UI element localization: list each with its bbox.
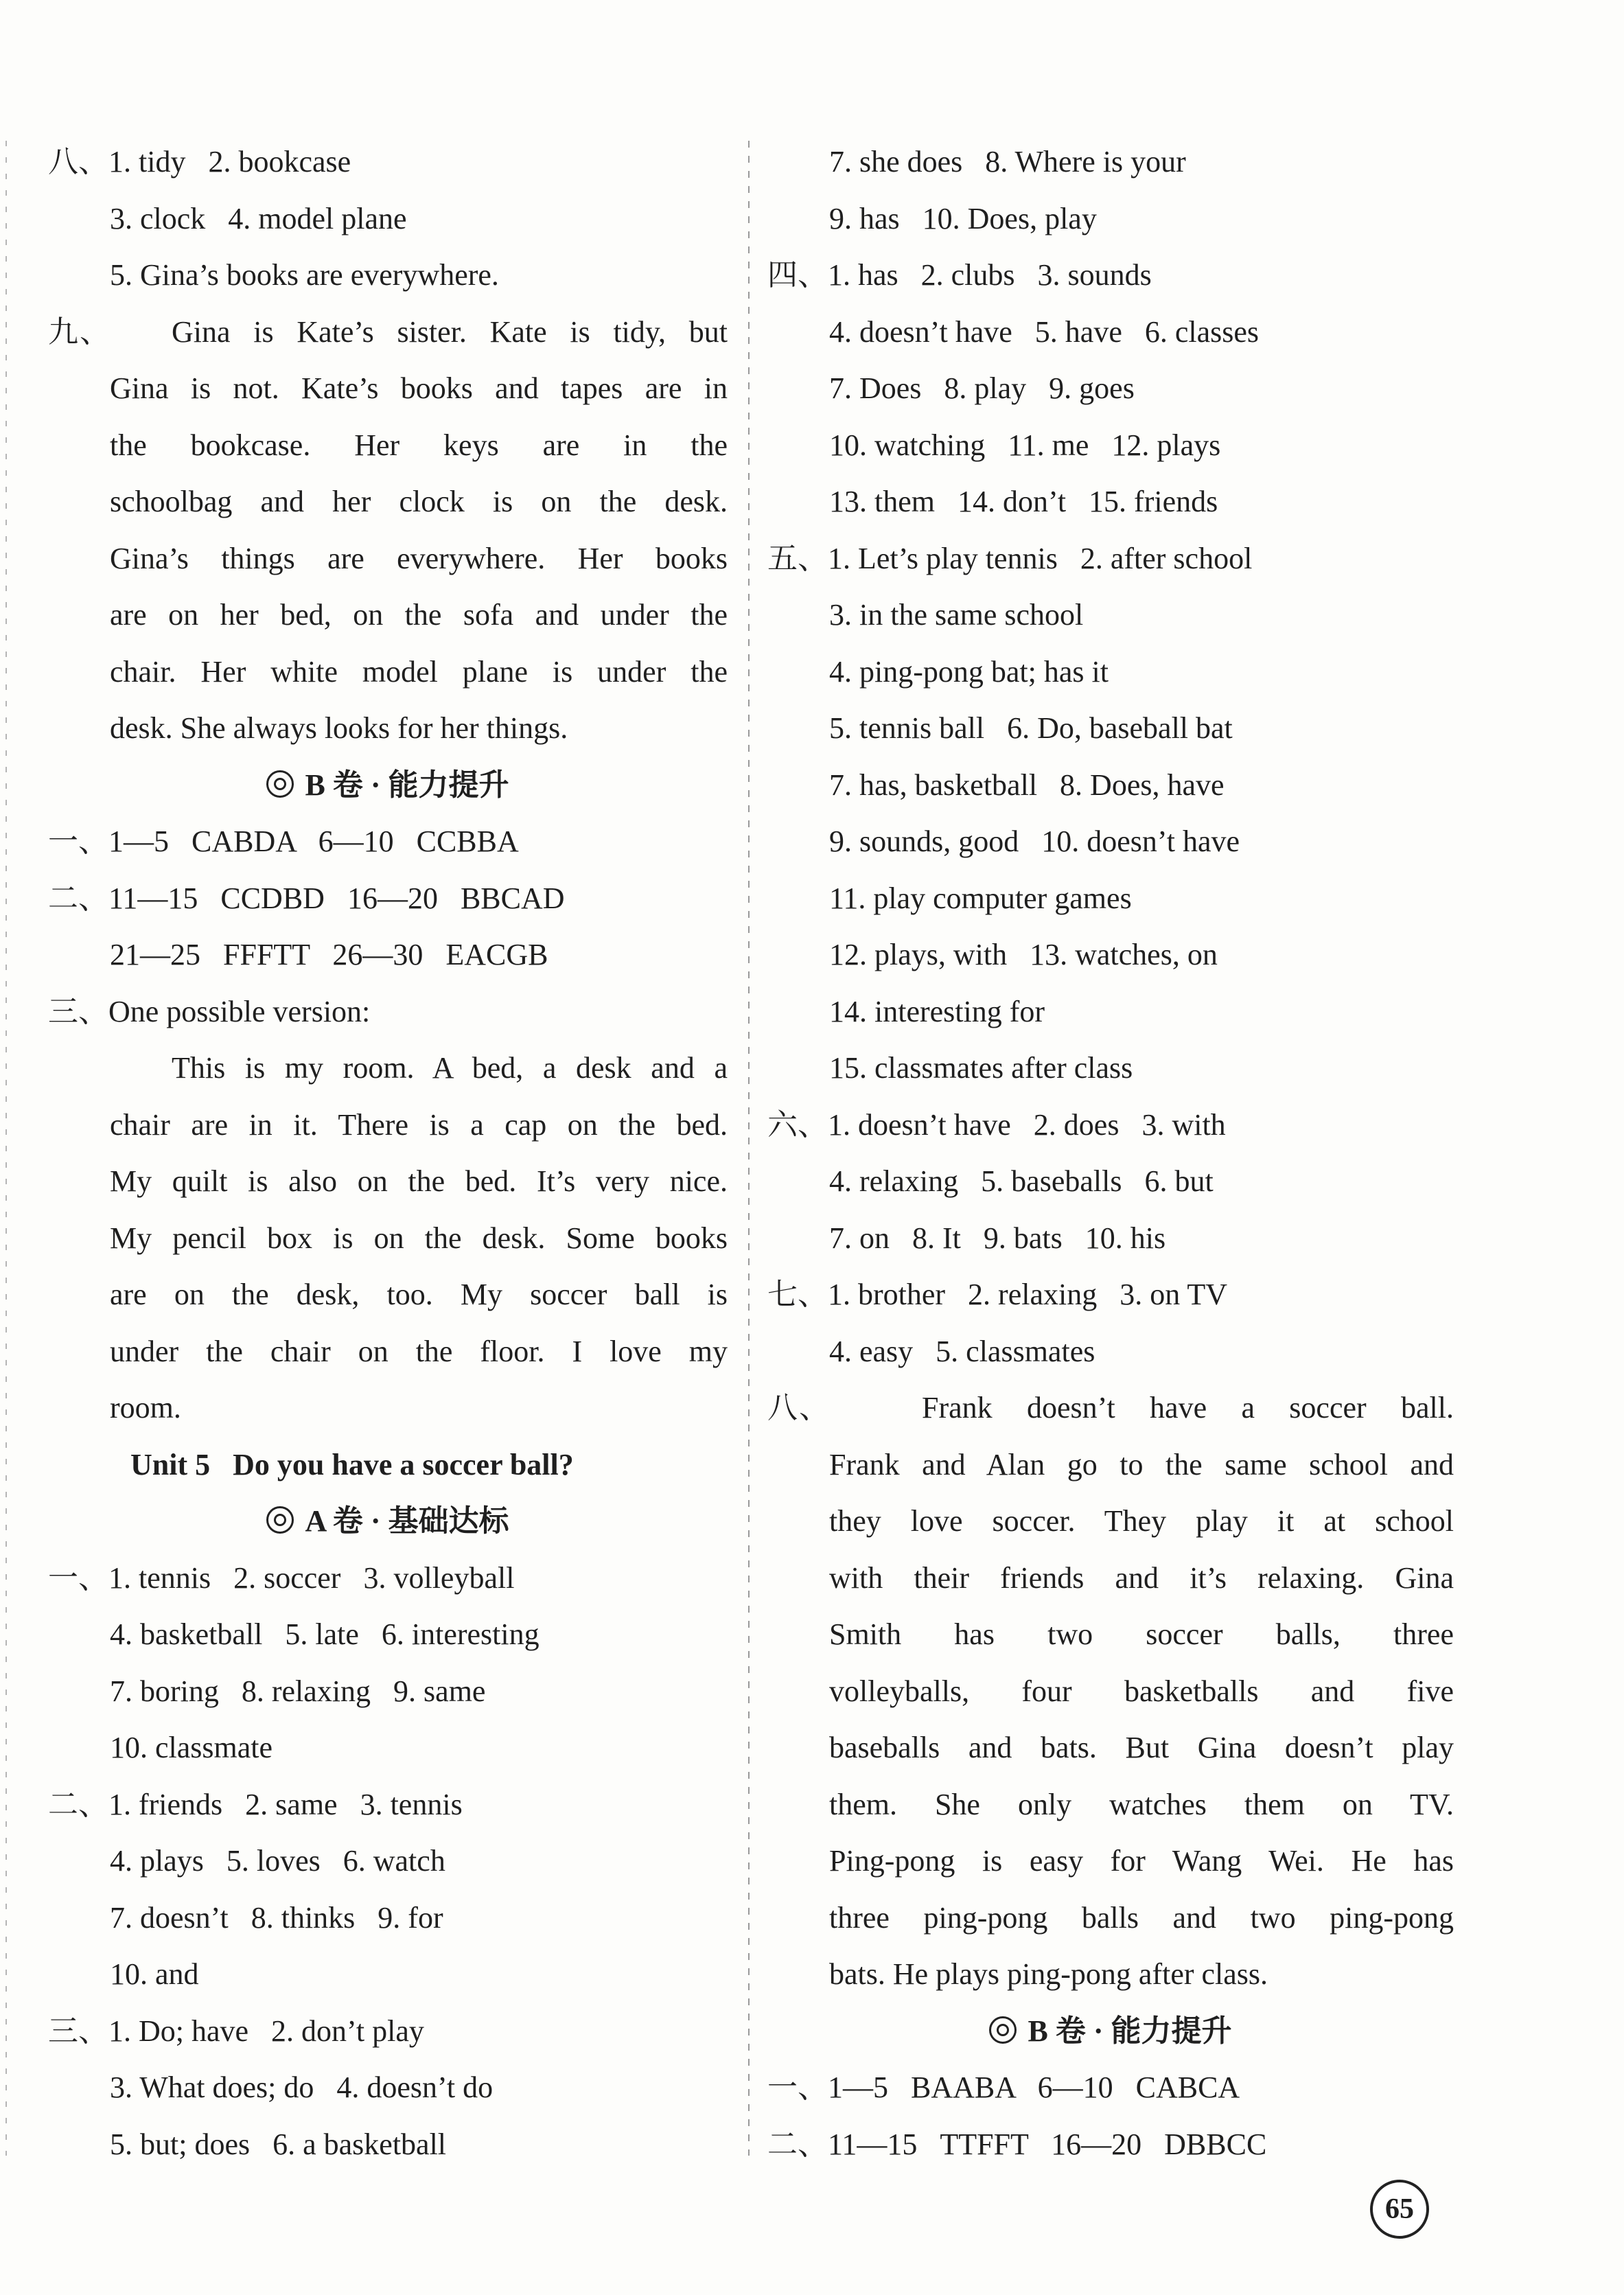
essay-line: them. She only watches them on TV. (829, 1787, 1454, 1821)
answer-line: 3. clock 4. model plane (110, 201, 407, 235)
essay-line: room. (110, 1391, 181, 1425)
answer-line: 三、1. Do; have 2. don’t play (48, 2014, 424, 2048)
answer-line: 四、1. has 2. clubs 3. sounds (767, 258, 1152, 292)
answer-line: 21—25 FFFTT 26—30 EACGB (110, 938, 548, 971)
essay-line: under the chair on the floor. I love my (110, 1334, 728, 1368)
answer-line: 11. play computer games (829, 881, 1132, 915)
answer-line: 10. and (110, 1957, 199, 1991)
essay-line: volleyballs, four basketballs and five (829, 1674, 1454, 1708)
essay-line: Smith has two soccer balls, three (829, 1617, 1454, 1651)
left-column (48, 134, 728, 2173)
answer-line: 八、1. tidy 2. bookcase (48, 145, 351, 178)
essay-line: 九、 Gina is Kate’s sister. Kate is tidy, but (48, 314, 728, 349)
answer-line: 4. relaxing 5. baseballs 6. but (829, 1164, 1214, 1198)
bullseye-icon (266, 770, 294, 798)
answer-line: 7. on 8. It 9. bats 10. his (829, 1221, 1166, 1255)
left-edge-perforation (5, 141, 7, 2156)
answer-line: 4. easy 5. classmates (829, 1334, 1095, 1368)
answer-line: 二、11—15 CCDBD 16—20 BBCAD (48, 881, 565, 915)
essay-line: This is my room. A bed, a desk and a (172, 1051, 728, 1085)
answer-line: 六、1. doesn’t have 2. does 3. with (767, 1107, 1226, 1142)
answer-line: 9. has 10. Does, play (829, 201, 1097, 235)
answer-line: 一、1. tennis 2. soccer 3. volleyball (48, 1560, 515, 1595)
essay-line: are on her bed, on the sofa and under the (110, 598, 728, 632)
answer-line: 七、1. brother 2. relaxing 3. on TV (767, 1278, 1228, 1311)
essay-line: 八、 Frank doesn’t have a soccer ball. (767, 1391, 1454, 1425)
essay-line: desk. She always looks for her things. (110, 711, 568, 745)
answer-line: 9. sounds, good 10. doesn’t have (829, 824, 1240, 858)
section-heading-b: B 卷 · 能力提升 (767, 2003, 1454, 2060)
essay-line: My pencil box is on the desk. Some books (110, 1221, 728, 1255)
essay-line: three ping-pong balls and two ping-pong (829, 1900, 1454, 1935)
essay-line: chair. Her white model plane is under the (110, 654, 728, 689)
answer-line: 5. tennis ball 6. Do, baseball bat (829, 711, 1233, 745)
answer-line: 7. boring 8. relaxing 9. same (110, 1674, 486, 1708)
essay-line: Ping-pong is easy for Wang Wei. He has (829, 1844, 1454, 1878)
bullseye-icon (266, 1506, 294, 1534)
answer-line: 一、1—5 BAABA 6—10 CABCA (767, 2071, 1240, 2104)
answer-line: 5. Gina’s books are everywhere. (110, 258, 499, 292)
section-heading-a: A 卷 · 基础达标 (48, 1493, 728, 1550)
essay-line: baseballs and bats. But Gina doesn’t play (829, 1731, 1454, 1764)
essay-line: Gina’s things are everywhere. Her books (110, 541, 728, 575)
answer-line: 15. classmates after class (829, 1051, 1133, 1085)
answer-line: 7. she does 8. Where is your (829, 145, 1186, 178)
section-heading-b: B 卷 · 能力提升 (48, 757, 728, 814)
answer-line: 10. classmate (110, 1731, 273, 1764)
essay-line: are on the desk, too. My soccer ball is (110, 1278, 728, 1311)
answer-line: 4. basketball 5. late 6. interesting (110, 1617, 540, 1651)
essay-line: Gina is not. Kate’s books and tapes are in (110, 371, 728, 405)
answer-line: 7. has, basketball 8. Does, have (829, 768, 1225, 802)
answer-line: 12. plays, with 13. watches, on (829, 938, 1218, 971)
answer-line: 3. What does; do 4. doesn’t do (110, 2071, 494, 2104)
answer-line: 10. watching 11. me 12. plays (829, 428, 1221, 462)
answer-line: 一、1—5 CABDA 6—10 CCBBA (48, 824, 519, 858)
essay-line: they love soccer. They play it at school (829, 1504, 1454, 1538)
answer-line: 五、1. Let’s play tennis 2. after school (767, 541, 1253, 575)
answer-line: 5. but; does 6. a basketball (110, 2127, 447, 2161)
answer-line: 二、1. friends 2. same 3. tennis (48, 1787, 463, 1821)
essay-line: bats. He plays ping-pong after class. (829, 1957, 1268, 1991)
answer-line: 7. doesn’t 8. thinks 9. for (110, 1900, 443, 1935)
bullseye-icon (989, 2016, 1017, 2044)
essay-line: chair are in it. There is a cap on the bed. (110, 1107, 728, 1142)
answer-line: 13. them 14. don’t 15. friends (829, 485, 1218, 518)
column-divider (748, 141, 750, 2156)
essay-line: with their friends and it’s relaxing. Gina (829, 1560, 1454, 1595)
answer-line: 4. ping-pong bat; has it (829, 654, 1109, 689)
essay-line: My quilt is also on the bed. It’s very nice. (110, 1164, 728, 1198)
essay-line: schoolbag and her clock is on the desk. (110, 485, 728, 518)
essay-line: Frank and Alan go to the same school and (829, 1447, 1454, 1481)
answer-line: 4. plays 5. loves 6. watch (110, 1844, 445, 1878)
answer-line: 3. in the same school (829, 598, 1084, 632)
answer-line: 7. Does 8. play 9. goes (829, 371, 1135, 405)
answer-line: 三、One possible version: (48, 994, 371, 1028)
answer-line: 二、11—15 TTFFT 16—20 DBBCC (767, 2127, 1267, 2161)
page-number: 65 (1370, 2180, 1429, 2239)
essay-line: the bookcase. Her keys are in the (110, 428, 728, 462)
answer-line: 4. doesn’t have 5. have 6. classes (829, 314, 1260, 349)
answer-line: 14. interesting for (829, 994, 1045, 1028)
right-column (767, 134, 1454, 2173)
unit-title: Unit 5 Do you have a soccer ball? (130, 1447, 574, 1481)
